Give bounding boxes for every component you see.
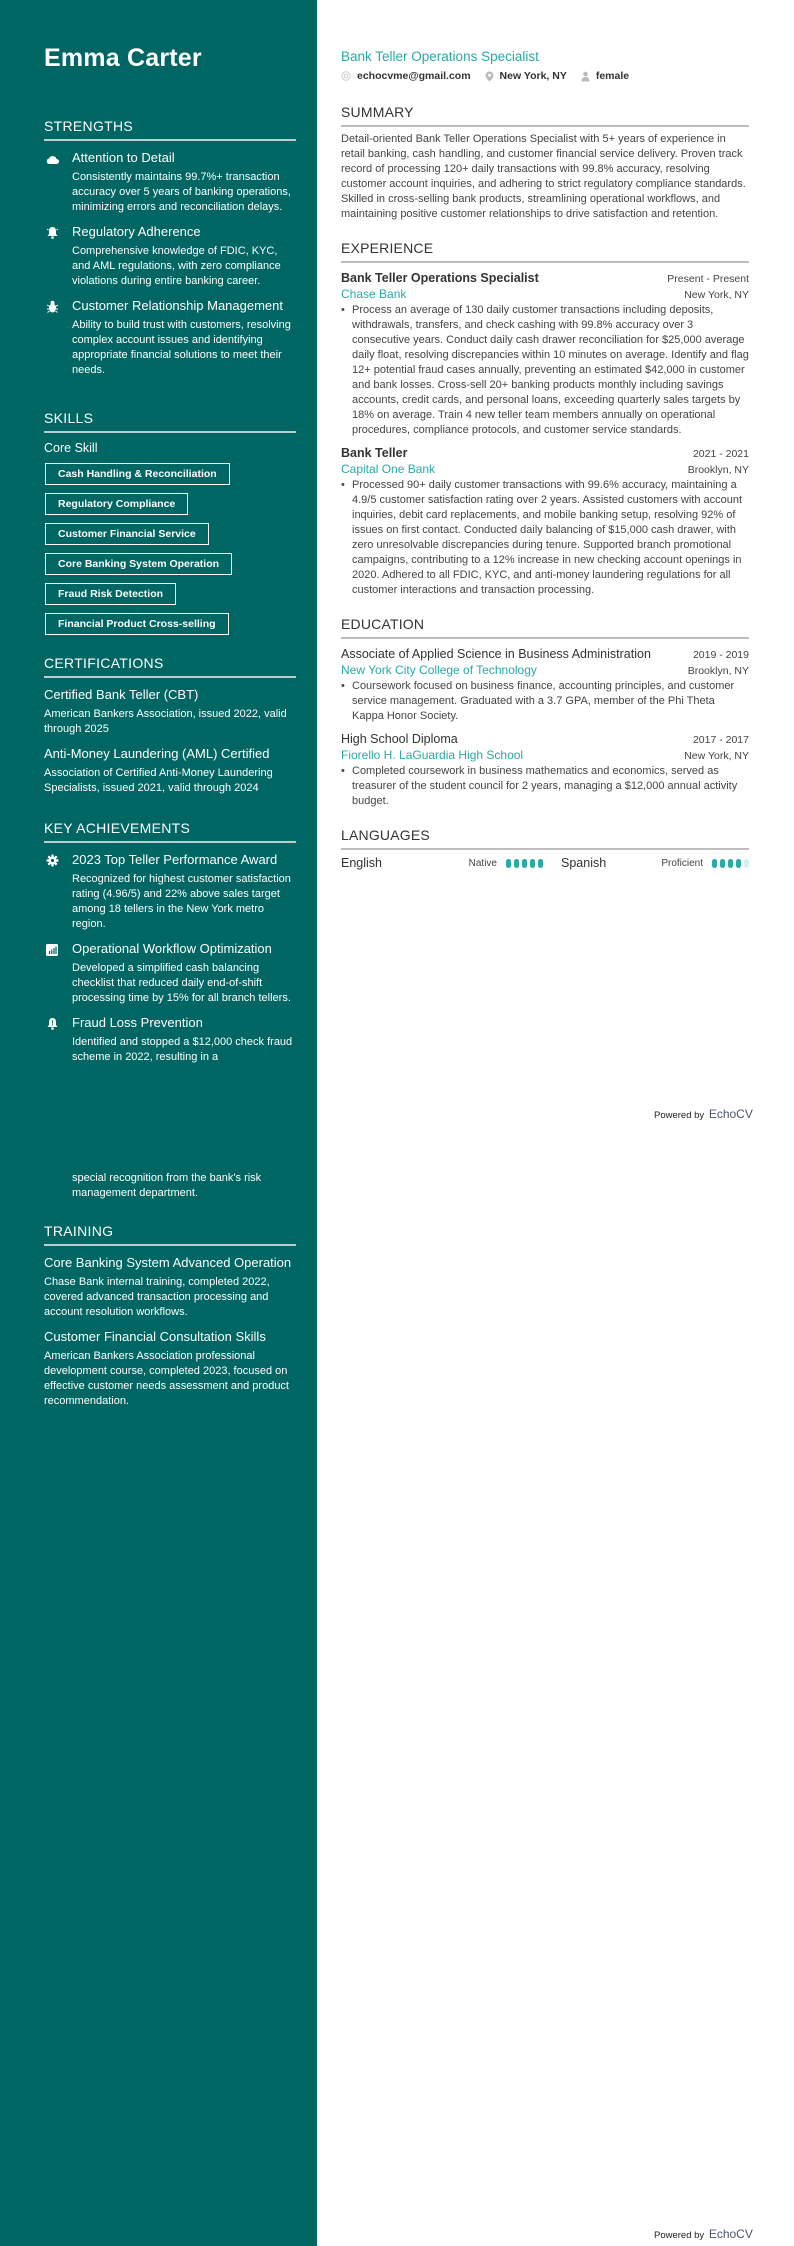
proficiency-dots (709, 859, 749, 868)
divider (341, 848, 749, 850)
summary-heading: SUMMARY (341, 104, 414, 120)
achievement-title: 2023 Top Teller Performance Award (72, 852, 278, 867)
experience-entry (341, 271, 749, 438)
training-item (44, 1328, 295, 1409)
languages-list (341, 856, 749, 870)
education-entry (341, 647, 749, 724)
bullet-item: • Processed 90+ daily customer transactions with 99.6% accuracy, maintaining a 4.9/5 customer satisfaction rating over 2 years. Assisted customers with account inquiries, debit card replacements, and mobile banking setup, resolving 92% of issues on first contact. Conducted daily balancing of $15,000 cash drawer, with zero unresolvable discrepancies during tenure. Supported branch promotional campaigns, contributing to a 12% increase in new checking account openings in 2020. Adhered to all FDIC, KYC, and anti-money laundering regulations for all customer interactions and transaction processing. (341, 478, 749, 598)
proficiency-dots (503, 859, 543, 868)
language-name: English (341, 856, 382, 870)
skill-group-label: Core Skill (44, 441, 98, 455)
main-content (341, 0, 749, 870)
cloud-icon (44, 149, 72, 215)
divider (341, 637, 749, 639)
certification-desc: American Bankers Association, issued 2022, valid through 2025 (44, 708, 287, 735)
achievement-desc: Developed a simplified cash balancing checklist that reduced daily end-of-shift processing time by 15% for all branch tellers. (72, 962, 291, 1004)
strength-title: Attention to Detail (72, 150, 175, 165)
alert-bell-icon (44, 1014, 72, 1201)
contact-email[interactable]: echocvme@gmail.com (357, 70, 471, 82)
bullet-text: Completed coursework in business mathematics and economics, served as treasurer of the student council for 2 years, managing a $12,000 annual activity budget. (352, 765, 738, 807)
date-range: 2019 - 2019 (692, 649, 749, 661)
training-desc: Chase Bank internal training, completed 2022, covered advanced transaction processing and account resolution workflows. (44, 1276, 270, 1318)
proficiency-dot (514, 859, 519, 868)
location-pin-icon (485, 71, 494, 82)
skill-tag: Fraud Risk Detection (45, 583, 176, 605)
divider (44, 431, 296, 433)
divider (44, 841, 296, 843)
company-name: Capital One Bank (341, 462, 436, 476)
entry-location: New York, NY (684, 289, 749, 301)
summary-text: Detail-oriented Bank Teller Operations Specialist with 5+ years of experience in retail banking, cash handling, and customer financial service delivery. Proven track record of processing 120+ daily transactions with 99.8% accuracy, resolving customer account inquiries, and adhering to strict regulatory compliance standards. Skilled in cross-selling bank products, streamlining operational workflows, and maintaining positive customer relationships to drive satisfaction and retention. (341, 133, 746, 220)
person-icon (581, 71, 590, 82)
achievements-heading: KEY ACHIEVEMENTS (44, 820, 191, 836)
school-name: Fiorello H. LaGuardia High School (341, 748, 524, 762)
skill-tags (44, 455, 295, 635)
skills-heading: SKILLS (44, 410, 94, 426)
certification-desc: Association of Certified Anti-Money Laundering Specialists, issued 2021, valid through 2024 (44, 767, 273, 794)
bar-chart-icon (44, 940, 72, 1006)
experience-entry (341, 446, 749, 598)
strength-item (44, 297, 295, 378)
date-range: Present - Present (667, 273, 749, 285)
certifications-heading: CERTIFICATIONS (44, 655, 164, 671)
school-name: New York City College of Technology (341, 663, 537, 677)
certification-title: Certified Bank Teller (CBT) (44, 687, 199, 702)
proficiency-dot (728, 859, 733, 868)
achievement-item (44, 851, 295, 932)
divider (44, 676, 296, 678)
skill-tag: Customer Financial Service (45, 523, 209, 545)
skill-tag: Core Banking System Operation (45, 553, 232, 575)
powered-by-footer (654, 1107, 753, 1121)
entry-location: Brooklyn, NY (687, 464, 749, 476)
proficiency-dot (522, 859, 527, 868)
proficiency-dot (506, 859, 511, 868)
certification-title: Anti-Money Laundering (AML) Certified (44, 746, 270, 761)
achievement-desc-continued: special recognition from the bank's risk management department. (72, 1172, 262, 1199)
gear-icon (44, 851, 72, 932)
training-heading: TRAINING (44, 1223, 114, 1239)
strengths-heading: STRENGTHS (44, 118, 134, 134)
proficiency-dot (530, 859, 535, 868)
proficiency-dot (712, 859, 717, 868)
proficiency-dot (720, 859, 725, 868)
divider (341, 261, 749, 263)
education-entry (341, 732, 749, 809)
strength-desc: Ability to build trust with customers, resolving complex account issues and identifying appropriate financial solutions to meet their needs. (72, 319, 291, 376)
brand-logo[interactable]: EchoCV (708, 2227, 753, 2241)
bell-icon (44, 223, 72, 289)
position-title: Bank Teller (341, 446, 408, 460)
contact-info (341, 70, 749, 82)
powered-by-footer (654, 2227, 753, 2241)
divider (44, 139, 296, 141)
language-level: Proficient (661, 857, 703, 869)
achievement-title: Fraud Loss Prevention (72, 1015, 203, 1030)
certification-item (44, 745, 295, 796)
strength-item (44, 149, 295, 215)
bullet-text: Coursework focused on business finance, accounting principles, and customer service management. Graduated with a 3.7 GPA, member of the Phi Theta Kappa Honor Society. (352, 680, 735, 722)
bug-icon (44, 297, 72, 378)
proficiency-dot (744, 859, 749, 868)
position-title: Bank Teller Operations Specialist (341, 271, 539, 285)
degree-title: Associate of Applied Science in Business Administration (341, 647, 651, 661)
entry-location: Brooklyn, NY (687, 665, 749, 677)
training-desc: American Bankers Association professional development course, completed 2023, focused on effective customer needs assessment and product recommendation. (44, 1350, 289, 1407)
at-icon (341, 71, 351, 81)
brand-logo[interactable]: EchoCV (708, 1107, 753, 1121)
strength-desc: Comprehensive knowledge of FDIC, KYC, and AML regulations, with zero compliance violations during entire banking career. (72, 245, 281, 287)
achievement-item (44, 940, 295, 1006)
bullet-text: Processed 90+ daily customer transactions with 99.6% accuracy, maintaining a 4.9/5 customer satisfaction rating over 2 years. Assisted customers with account inquiries, debit card replacements, and mobile banking setup, resolving 92% of issues on first contact. Conducted daily balancing of $15,000 cash drawer, with zero unresolvable discrepancies during tenure. Supported branch promotional campaigns, contributing to a 12% increase in new checking account openings in 2020. Adhered to all FDIC, KYC, and anti-money laundering regulations for all customer interactions and transaction processing. (352, 479, 743, 596)
skill-tag: Cash Handling & Reconciliation (45, 463, 230, 485)
strength-desc: Consistently maintains 99.7%+ transaction accuracy over 5 years of banking operations, minimizing errors and reconciliation delays. (72, 171, 291, 213)
proficiency-dot (736, 859, 741, 868)
experience-heading: EXPERIENCE (341, 240, 434, 256)
bullet-text: Process an average of 130 daily customer transactions including deposits, withdrawals, transfers, and check cashing with 99.8% accuracy over 3 consecutive years. Conduct daily cash drawer reconciliation for $25,000 average daily float, resolving discrepancies within 10 minutes on average. Identify and flag 12+ potential fraud cases annually, preventing an estimated $42,000 in customer and bank losses. Cross-sell 20+ banking products monthly including savings accounts, credit cards, and personal loans, exceeding quarterly sales targets by 18% on average. Train 4 new teller team members annually on operational procedures, compliance protocols, and customer service standards. (352, 304, 749, 436)
training-title: Customer Financial Consultation Skills (44, 1329, 266, 1344)
language-item (341, 856, 545, 870)
achievement-item (44, 1014, 295, 1201)
divider (341, 125, 749, 127)
company-name: Chase Bank (341, 287, 407, 301)
sidebar (0, 0, 317, 2246)
bullet-item: • Process an average of 130 daily customer transactions including deposits, withdrawals, transfers, and check cashing with 99.8% accuracy over 3 consecutive years. Conduct daily cash drawer reconciliation for $25,000 average daily float, resolving discrepancies within 10 minutes on average. Identify and flag 12+ potential fraud cases annually, preventing an estimated $42,000 in customer and bank losses. Cross-sell 20+ banking products monthly including savings accounts, credit cards, and personal loans, exceeding quarterly sales targets by 18% on average. Train 4 new teller team members annually on operational procedures, compliance protocols, and customer service standards. (341, 304, 749, 436)
strength-title: Regulatory Adherence (72, 224, 201, 239)
language-name: Spanish (561, 856, 607, 870)
powered-by-label: Powered by (654, 1110, 705, 1121)
date-range: 2017 - 2017 (692, 734, 749, 746)
skill-tag: Financial Product Cross-selling (45, 613, 229, 635)
achievement-title: Operational Workflow Optimization (72, 941, 272, 956)
job-title: Bank Teller Operations Specialist (341, 49, 539, 64)
strength-item (44, 223, 295, 289)
languages-heading: LANGUAGES (341, 827, 430, 843)
contact-location: New York, NY (499, 70, 567, 82)
contact-gender: female (595, 70, 630, 82)
language-item (545, 856, 749, 870)
language-level: Native (468, 857, 497, 869)
divider (44, 1244, 296, 1246)
education-heading: EDUCATION (341, 616, 425, 632)
proficiency-dot (538, 859, 543, 868)
certification-item (44, 686, 295, 737)
bullet-item: • Completed coursework in business mathematics and economics, served as treasurer of the student council for 2 years, managing a $12,000 annual activity budget. (341, 764, 749, 809)
strength-title: Customer Relationship Management (72, 298, 283, 313)
skill-tag: Regulatory Compliance (45, 493, 188, 515)
achievement-desc: Recognized for highest customer satisfaction rating (4.96/5) and 22% above sales target among 18 tellers in the New York metro region. (72, 873, 291, 930)
entry-location: New York, NY (684, 750, 749, 762)
degree-title: High School Diploma (341, 732, 458, 746)
training-item (44, 1254, 295, 1320)
candidate-name: Emma Carter (44, 44, 202, 72)
bullet-item: • Coursework focused on business finance, accounting principles, and customer service management. Graduated with a 3.7 GPA, member of the Phi Theta Kappa Honor Society. (341, 679, 749, 724)
powered-by-label: Powered by (654, 2230, 705, 2241)
achievement-desc: Identified and stopped a $12,000 check fraud scheme in 2022, resulting in a (72, 1036, 293, 1063)
date-range: 2021 - 2021 (692, 448, 749, 460)
training-title: Core Banking System Advanced Operation (44, 1255, 292, 1270)
